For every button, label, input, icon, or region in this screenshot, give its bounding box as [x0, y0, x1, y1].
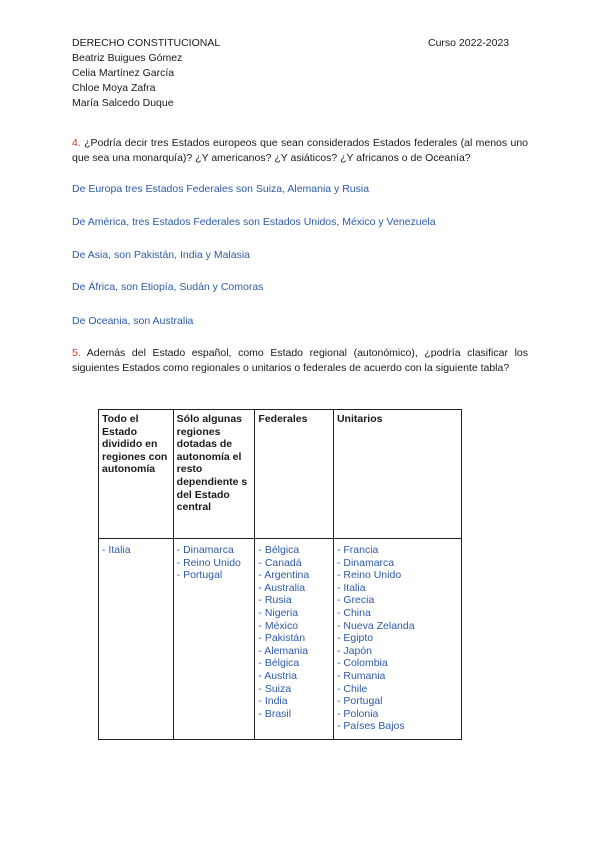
cell-regional-all: [99, 539, 174, 740]
list-item: - Bélgica: [258, 544, 300, 556]
header-cell-unitary: Unitarios: [333, 410, 461, 539]
cell-unitary: [333, 539, 461, 740]
list-item: - Reino Unido: [176, 556, 241, 569]
question-text: ¿Podría decir tres Estados europeos que sean considerados Estados federales (al menos uno que sea una monarquía)? ¿Y americanos? ¿Y asiáticos? ¿Y africanos o de Oceanía?: [72, 137, 528, 164]
list-item: - Brasil: [258, 707, 292, 720]
answer-asia: De Asia, son Pakistán, India y Malasia: [72, 249, 251, 261]
course-title: DERECHO CONSTITUCIONAL: [72, 37, 221, 49]
course-year: Curso 2022-2023: [428, 37, 510, 49]
list-item: - Italia: [102, 544, 131, 556]
list-item: - Rumania: [336, 669, 386, 682]
list-item: - India: [258, 695, 288, 708]
list-item: - Canadá: [258, 556, 302, 569]
list-item: - Portugal: [176, 569, 223, 582]
list-item: - Argentina: [258, 569, 310, 582]
author-name: Celia Martínez García: [72, 67, 175, 79]
list-item: - China: [336, 606, 371, 619]
question-number: 4.: [72, 137, 81, 149]
table-row: [99, 539, 462, 740]
list-item: - Nueva Zelanda: [336, 619, 415, 632]
answer-europe: De Europa tres Estados Federales son Suiza, Alemania y Rusia: [72, 183, 370, 195]
header-authors-block: [72, 36, 220, 111]
list-item: - Dinamarca: [336, 556, 395, 569]
author-name: Beatriz Buigues Gómez: [72, 52, 183, 64]
list-item: - Chile: [336, 682, 368, 695]
author-name: Chloe Moya Zafra: [72, 82, 156, 94]
list-item: - Japón: [336, 644, 372, 657]
cell-regional-some: [173, 539, 255, 740]
list-item: - Alemania: [258, 644, 309, 657]
table-header-row: [99, 410, 462, 539]
list-item: - Dinamarca: [176, 544, 234, 556]
list-item: - Rusia: [258, 594, 292, 607]
list-item: - Países Bajos: [336, 720, 405, 733]
list-item: - Bélgica: [258, 657, 300, 670]
answer-africa: De África, son Etiopía, Sudán y Comoras: [72, 281, 264, 293]
question-text: Además del Estado español, como Estado regional (autonómico), ¿podría clasificar los siguientes Estados como regionales o unitarios o federales de acuerdo con la siguiente tabla?: [72, 347, 528, 374]
list-item: - Grecia: [336, 594, 375, 607]
list-item: - México: [258, 619, 299, 632]
list-item: - Reino Unido: [336, 569, 402, 582]
list-item: - Pakistán: [258, 632, 306, 645]
list-item: - Portugal: [336, 695, 383, 708]
answer-oceania: De Oceania, son Australia: [72, 315, 194, 327]
cell-federal: [255, 539, 334, 740]
header-cell-regional-all: Todo el Estado dividido en regiones con autonomía: [99, 410, 174, 539]
list-item: - Suiza: [258, 682, 292, 695]
question-5: [72, 346, 528, 376]
list-item: - Francia: [336, 544, 379, 556]
list-item: - Australia: [258, 581, 306, 594]
question-4: [72, 136, 528, 166]
list-item: - Italia: [336, 581, 366, 594]
answer-america: De América, tres Estados Federales son Estados Unidos, México y Venezuela: [72, 216, 436, 228]
question-number: 5.: [72, 347, 81, 359]
list-item: - Austria: [258, 669, 297, 682]
classification-table: [98, 409, 462, 740]
list-item: - Polonia: [336, 707, 379, 720]
header-cell-regional-some: Sólo algunas regiones dotadas de autonomía el resto dependiente s del Estado central: [173, 410, 255, 539]
list-item: - Egipto: [336, 632, 374, 645]
header-cell-federal: Federales: [255, 410, 334, 539]
list-item: - Colombia: [336, 657, 388, 670]
author-name: María Salcedo Duque: [72, 97, 174, 109]
list-item: - Nigeria: [258, 606, 299, 619]
